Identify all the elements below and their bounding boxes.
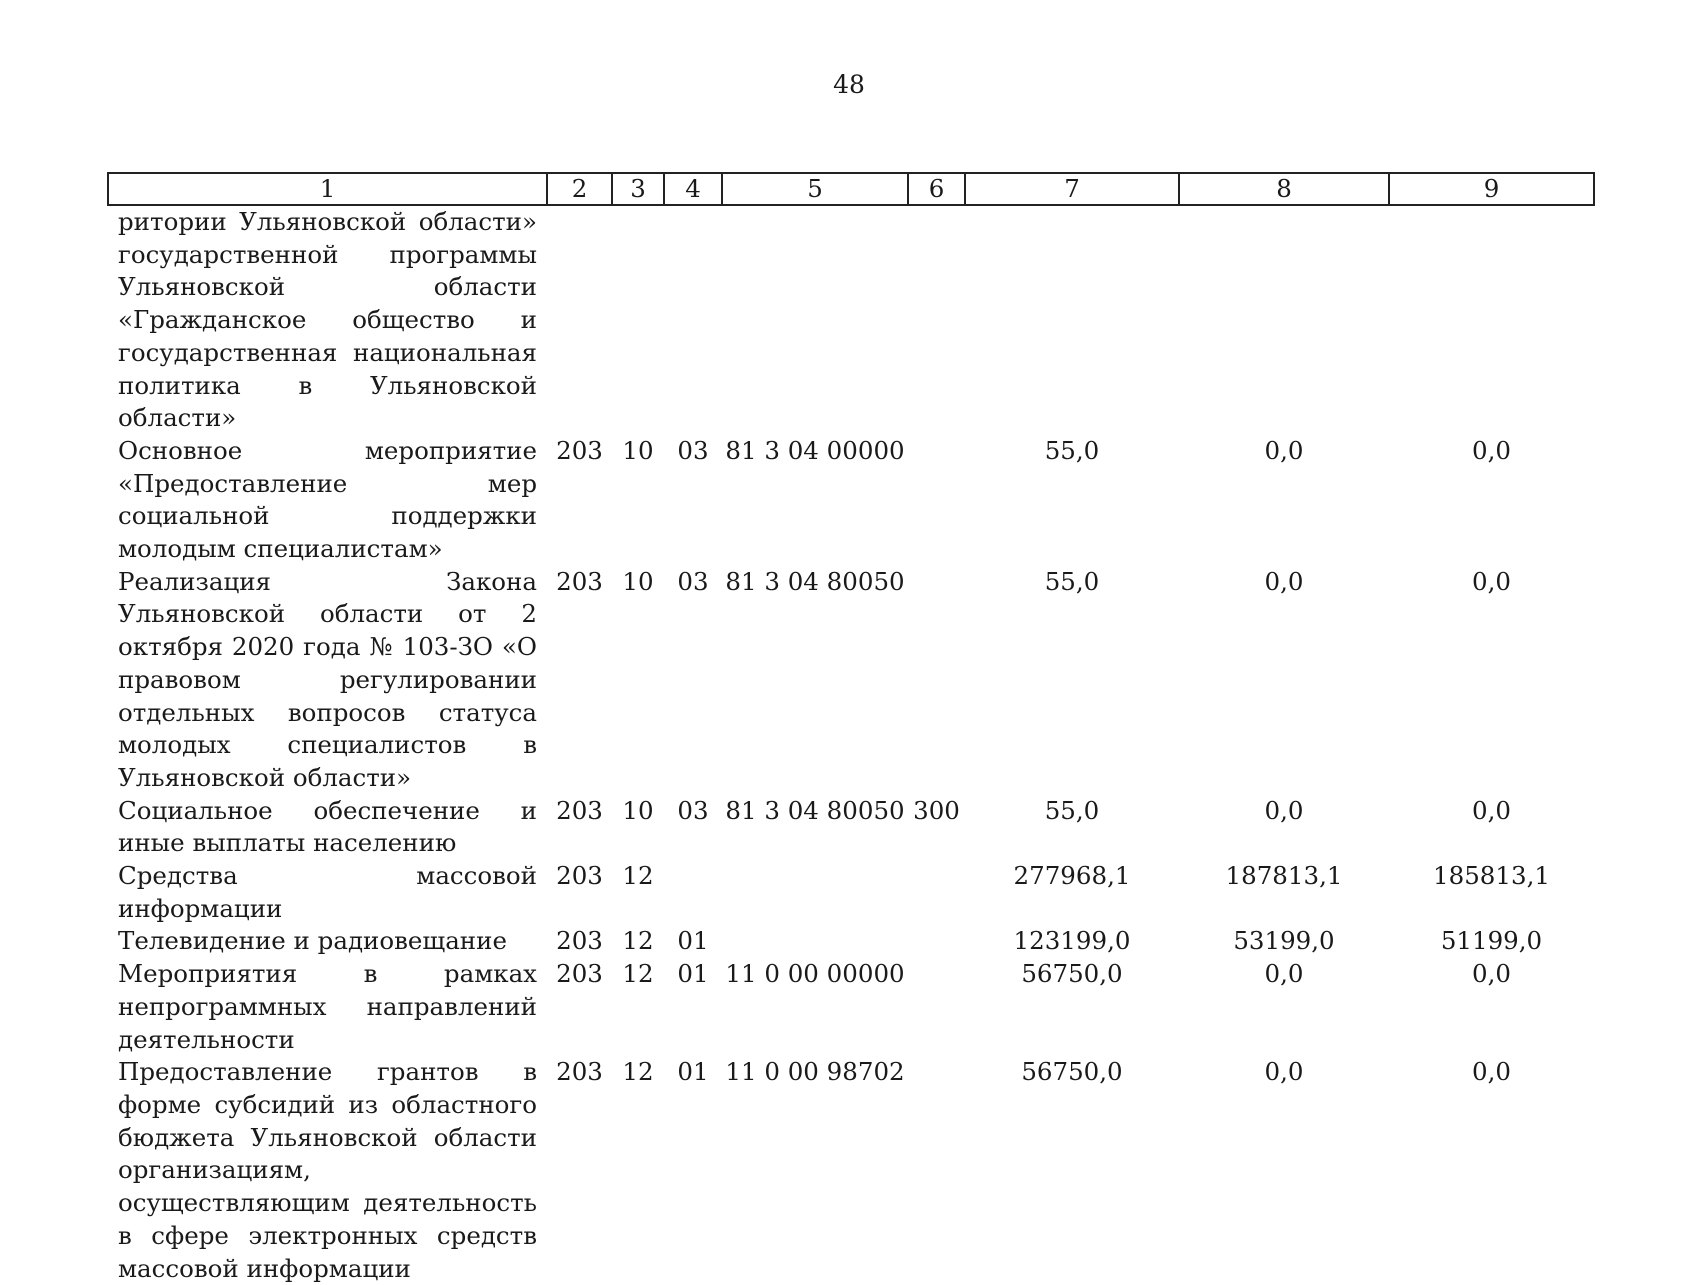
row-col-8: 0,0 <box>1264 959 1304 989</box>
row-col-4: 01 <box>677 959 709 989</box>
row-col-6 <box>908 566 965 795</box>
header-col-3: 3 <box>612 173 664 205</box>
row-col-9: 0,0 <box>1472 566 1511 596</box>
row-col-5 <box>722 205 908 435</box>
header-col-7: 7 <box>965 173 1179 205</box>
row-col-7: 55,0 <box>1044 435 1100 465</box>
row-col-2: 203 <box>556 435 603 465</box>
row-col-8 <box>1179 205 1389 435</box>
table-row <box>108 205 1594 435</box>
row-name: Мероприятия в рамках непрограммных направлений деятельности <box>118 959 537 1054</box>
row-col-3 <box>612 205 664 435</box>
header-col-4: 4 <box>664 173 722 205</box>
table-row <box>108 1056 1594 1285</box>
row-col-6 <box>908 860 965 925</box>
table-header <box>108 173 1594 205</box>
row-col-2: 203 <box>556 959 603 989</box>
row-col-9: 0,0 <box>1472 1057 1511 1087</box>
row-name: Основное мероприятие «Предоставление мер социальной поддержки молодым специалистам» <box>118 435 537 564</box>
row-name: Социальное обеспечение и иные выплаты населению <box>118 795 537 858</box>
row-col-4: 03 <box>677 566 709 596</box>
row-col-2: 203 <box>556 1057 603 1087</box>
row-col-8: 187813,1 <box>1225 861 1343 891</box>
header-row <box>108 173 1594 205</box>
row-col-4: 01 <box>677 926 709 956</box>
row-col-5: 81 3 04 80050 <box>725 566 905 596</box>
budget-table <box>107 172 1595 1285</box>
table-row <box>108 795 1594 860</box>
table-row <box>108 566 1594 795</box>
row-col-9: 0,0 <box>1472 959 1511 989</box>
row-col-6 <box>908 925 965 958</box>
row-col-2: 203 <box>556 926 603 956</box>
row-col-5 <box>722 860 908 925</box>
row-name: Средства массовой информации <box>118 861 537 923</box>
row-col-3: 10 <box>622 795 654 825</box>
row-col-3: 12 <box>622 1057 654 1087</box>
row-col-5: 11 0 00 00000 <box>725 959 905 989</box>
row-col-7: 55,0 <box>1044 795 1100 825</box>
table-row <box>108 925 1594 958</box>
row-col-8: 0,0 <box>1264 795 1304 825</box>
row-col-6 <box>908 1056 965 1285</box>
row-col-9 <box>1389 205 1594 435</box>
row-col-2: 203 <box>556 795 603 825</box>
header-col-9: 9 <box>1389 173 1594 205</box>
table-row <box>108 435 1594 566</box>
row-col-7: 56750,0 <box>1021 1057 1123 1087</box>
row-col-2: 203 <box>556 566 603 596</box>
row-col-4: 01 <box>677 1057 709 1087</box>
row-col-3: 12 <box>622 861 654 891</box>
row-col-3: 12 <box>622 959 654 989</box>
row-col-7: 123199,0 <box>1013 926 1131 956</box>
row-col-5: 81 3 04 80050 <box>725 795 905 825</box>
row-col-5: 11 0 00 98702 <box>725 1057 905 1087</box>
row-name: ритории Ульяновской области» государственной программы Ульяновской области «Гражданское общество и государственная национальная политика в Ульяновской области» <box>118 207 537 433</box>
row-col-4: 03 <box>677 435 709 465</box>
row-col-7: 277968,1 <box>1013 861 1131 891</box>
header-col-1: 1 <box>108 173 547 205</box>
row-name: Реализация Закона Ульяновской области от 2 октября 2020 года № 103-ЗО «О правовом регулировании отдельных вопросов статуса молодых специалистов в Ульяновской области» <box>118 566 537 792</box>
row-col-5 <box>722 925 908 958</box>
row-col-9: 0,0 <box>1472 795 1511 825</box>
row-col-6: 300 <box>913 795 960 825</box>
row-col-2 <box>547 205 612 435</box>
row-col-6 <box>908 205 965 435</box>
row-col-9: 0,0 <box>1472 435 1511 465</box>
row-col-4 <box>664 205 722 435</box>
header-col-2: 2 <box>547 173 612 205</box>
row-col-8: 53199,0 <box>1233 926 1335 956</box>
row-col-5: 81 3 04 00000 <box>725 435 905 465</box>
row-col-7 <box>965 205 1179 435</box>
row-col-8: 0,0 <box>1264 435 1304 465</box>
row-name: Телевидение и радиовещание <box>118 926 507 956</box>
row-col-7: 55,0 <box>1044 566 1100 596</box>
header-col-6: 6 <box>908 173 965 205</box>
row-name: Предоставление грантов в форме субсидий из областного бюджета Ульяновской области организациям, осуществляющим деятельность в сфере электронных средств массовой информации <box>118 1057 537 1283</box>
table-row <box>108 958 1594 1056</box>
row-col-3: 10 <box>622 435 654 465</box>
row-col-4 <box>664 860 722 925</box>
row-col-3: 10 <box>622 566 654 596</box>
row-col-7: 56750,0 <box>1021 959 1123 989</box>
header-col-5: 5 <box>722 173 908 205</box>
table-row <box>108 860 1594 925</box>
row-col-9: 51199,0 <box>1440 926 1543 956</box>
row-col-3: 12 <box>622 926 654 956</box>
header-col-8: 8 <box>1179 173 1389 205</box>
page-number: 48 <box>833 70 865 99</box>
row-col-8: 0,0 <box>1264 1057 1304 1087</box>
row-col-2: 203 <box>556 861 603 891</box>
row-col-6 <box>908 958 965 1056</box>
row-col-8: 0,0 <box>1264 566 1304 596</box>
row-col-4: 03 <box>677 795 709 825</box>
table-body <box>108 205 1594 1285</box>
row-col-9: 185813,1 <box>1433 861 1550 891</box>
row-col-6 <box>908 435 965 566</box>
